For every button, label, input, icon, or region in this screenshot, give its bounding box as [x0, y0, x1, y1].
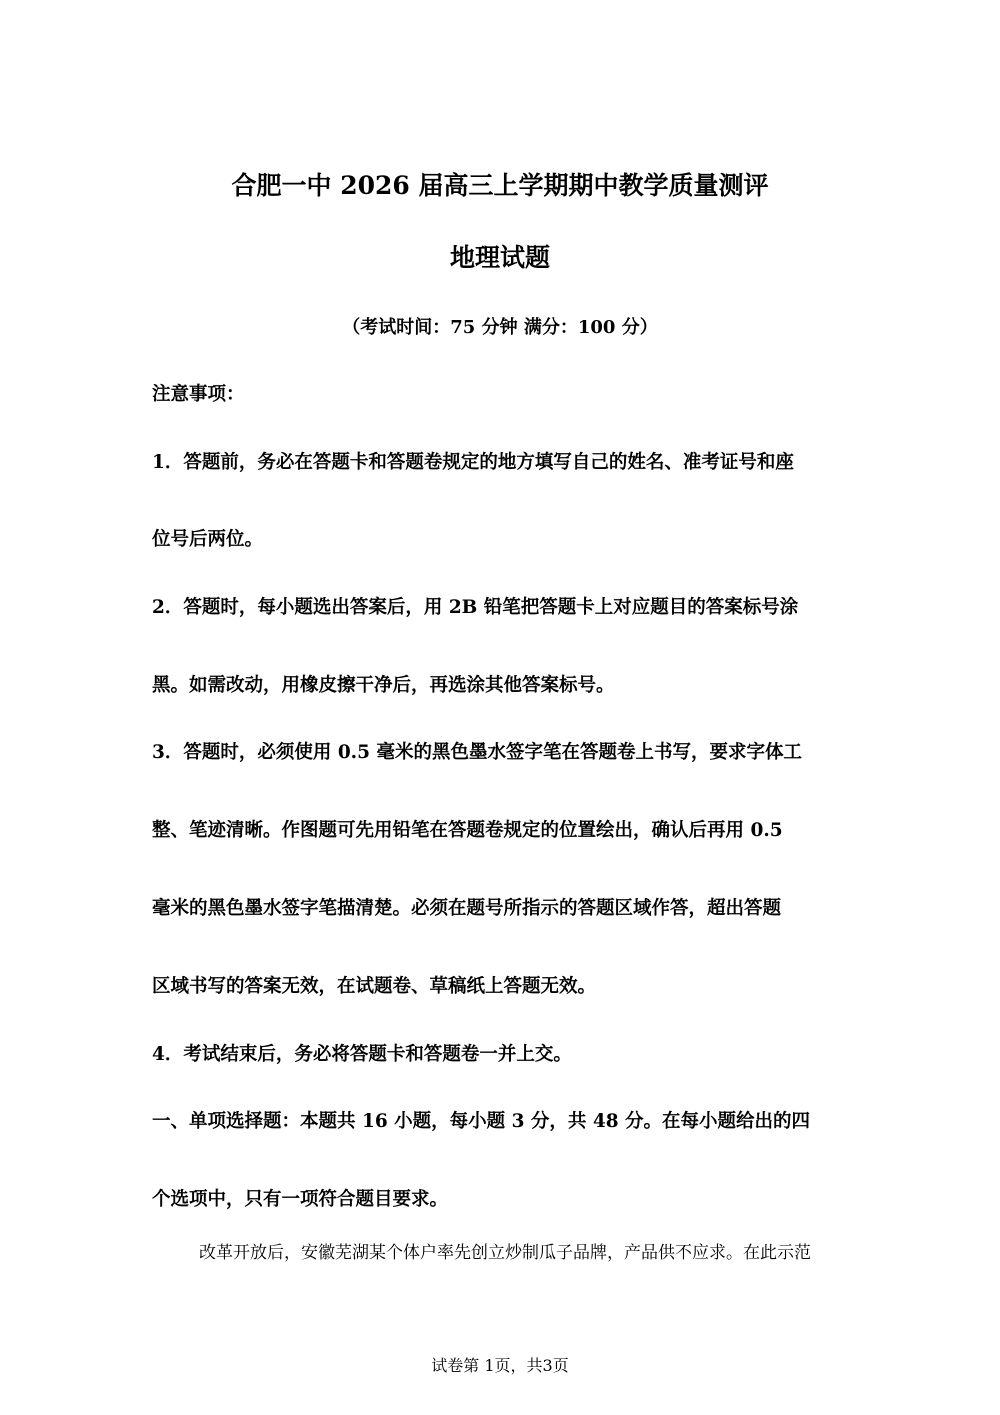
- subject-title: 地理试题: [449, 243, 550, 272]
- exam-title: 合肥一中 2026 届高三上学期期中教学质量测评: [231, 171, 769, 200]
- notice-line: 区域书写的答案无效，在试题卷、草稿纸上答题无效。: [152, 976, 597, 997]
- notice-line: 1．答题前，务必在答题卡和答题卷规定的地方填写自己的姓名、准考证号和座: [152, 452, 794, 473]
- notice-line: 位号后两位。: [152, 529, 264, 550]
- exam-info: （考试时间：75 分钟 满分：100 分）: [342, 317, 658, 338]
- notice-line: 毫米的黑色墨水签字笔描清楚。必须在题号所指示的答题区域作答，超出答题: [152, 898, 782, 919]
- notice-line: 4．考试结束后，务必将答题卡和答题卷一并上交。: [152, 1044, 572, 1065]
- notice-line: 3．答题时，必须使用 0.5 毫米的黑色墨水签字笔在答题卷上书写，要求字体工: [152, 742, 802, 763]
- notice-line: 2．答题时，每小题选出答案后，用 2B 铅笔把答题卡上对应题目的答案标号涂: [152, 597, 799, 618]
- section-heading: 一、单项选择题：本题共 16 小题，每小题 3 分，共 48 分。在每小题给出的四: [152, 1111, 811, 1132]
- notice-heading: 注意事项：: [152, 384, 245, 405]
- notice-line: 整、笔迹清晰。作图题可先用铅笔在答题卷规定的位置绘出，确认后再用 0.5: [152, 820, 783, 841]
- page-footer: 试卷第 1页，共3页: [431, 1356, 569, 1375]
- notice-line: 黑。如需改动，用橡皮擦干净后，再选涂其他答案标号。: [152, 675, 615, 696]
- section-heading: 个选项中，只有一项符合题目要求。: [152, 1189, 449, 1210]
- passage-text: 改革开放后，安徽芜湖某个体户率先创立炒制瓜子品牌，产品供不应求。在此示范: [199, 1243, 811, 1263]
